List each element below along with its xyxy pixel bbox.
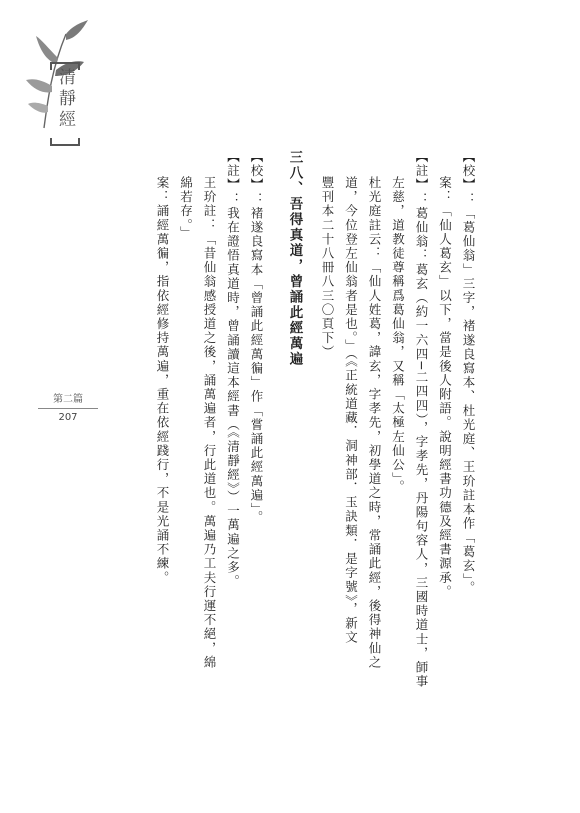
text-column: 【校】：褚遂良寫本「曾誦此經萬徧」作「嘗誦此經萬遍」。 [249,150,264,525]
text-column: 案：誦經萬徧，指依經修持萬遍，重在依經踐行，不是光誦不練。 [155,176,170,585]
vertical-text-body [110,150,480,710]
divider-line [38,408,98,409]
text-column: 王玠註：「昔仙翁感授道之後，誦萬遍者，行此道也。萬遍乃工夫行運不絕，綿 [202,176,217,670]
text-column: 案：「仙人葛玄」以下，當是後人附語。說明經書功德及經書源承。 [437,176,453,599]
text-column: 左慈，道教徒尊稱爲葛仙翁，又稱「太極左仙公」。 [390,176,406,495]
text-column: 【校】：「葛仙翁」三字，褚遂良寫本、杜光庭、王玠註本作「葛玄」。 [461,150,476,595]
title-bracket-bottom [50,138,80,146]
text-column: 【註】：葛仙翁：葛玄（約一六四─二四四），字孝先，丹陽句容人，三國時道士，師事 [414,150,429,689]
text-column: 豐刊本二十八冊八三〇頁下） [320,176,335,360]
book-title: 清靜經 [55,68,75,131]
text-column: 杜光庭註云：「仙人姓葛，諱玄，字孝先，初學道之時，常誦此經，後得神仙之 [367,176,382,670]
page-number: 207 [58,412,78,423]
section-label: 第二篇 [53,394,83,405]
section-heading: 三八、吾得真道，曾誦此經萬遍 [286,150,303,367]
page-footer [38,390,98,423]
text-column: 道，今位登左仙翁者是也。」（《正統道藏．洞神部．玉訣類．是字號》，新文 [343,176,359,645]
text-column: 綿若存。」 [178,176,194,241]
text-column: 【註】：我在證悟真道時，曾誦讀這本經書（《清靜經》）一萬遍之多。 [225,150,241,589]
